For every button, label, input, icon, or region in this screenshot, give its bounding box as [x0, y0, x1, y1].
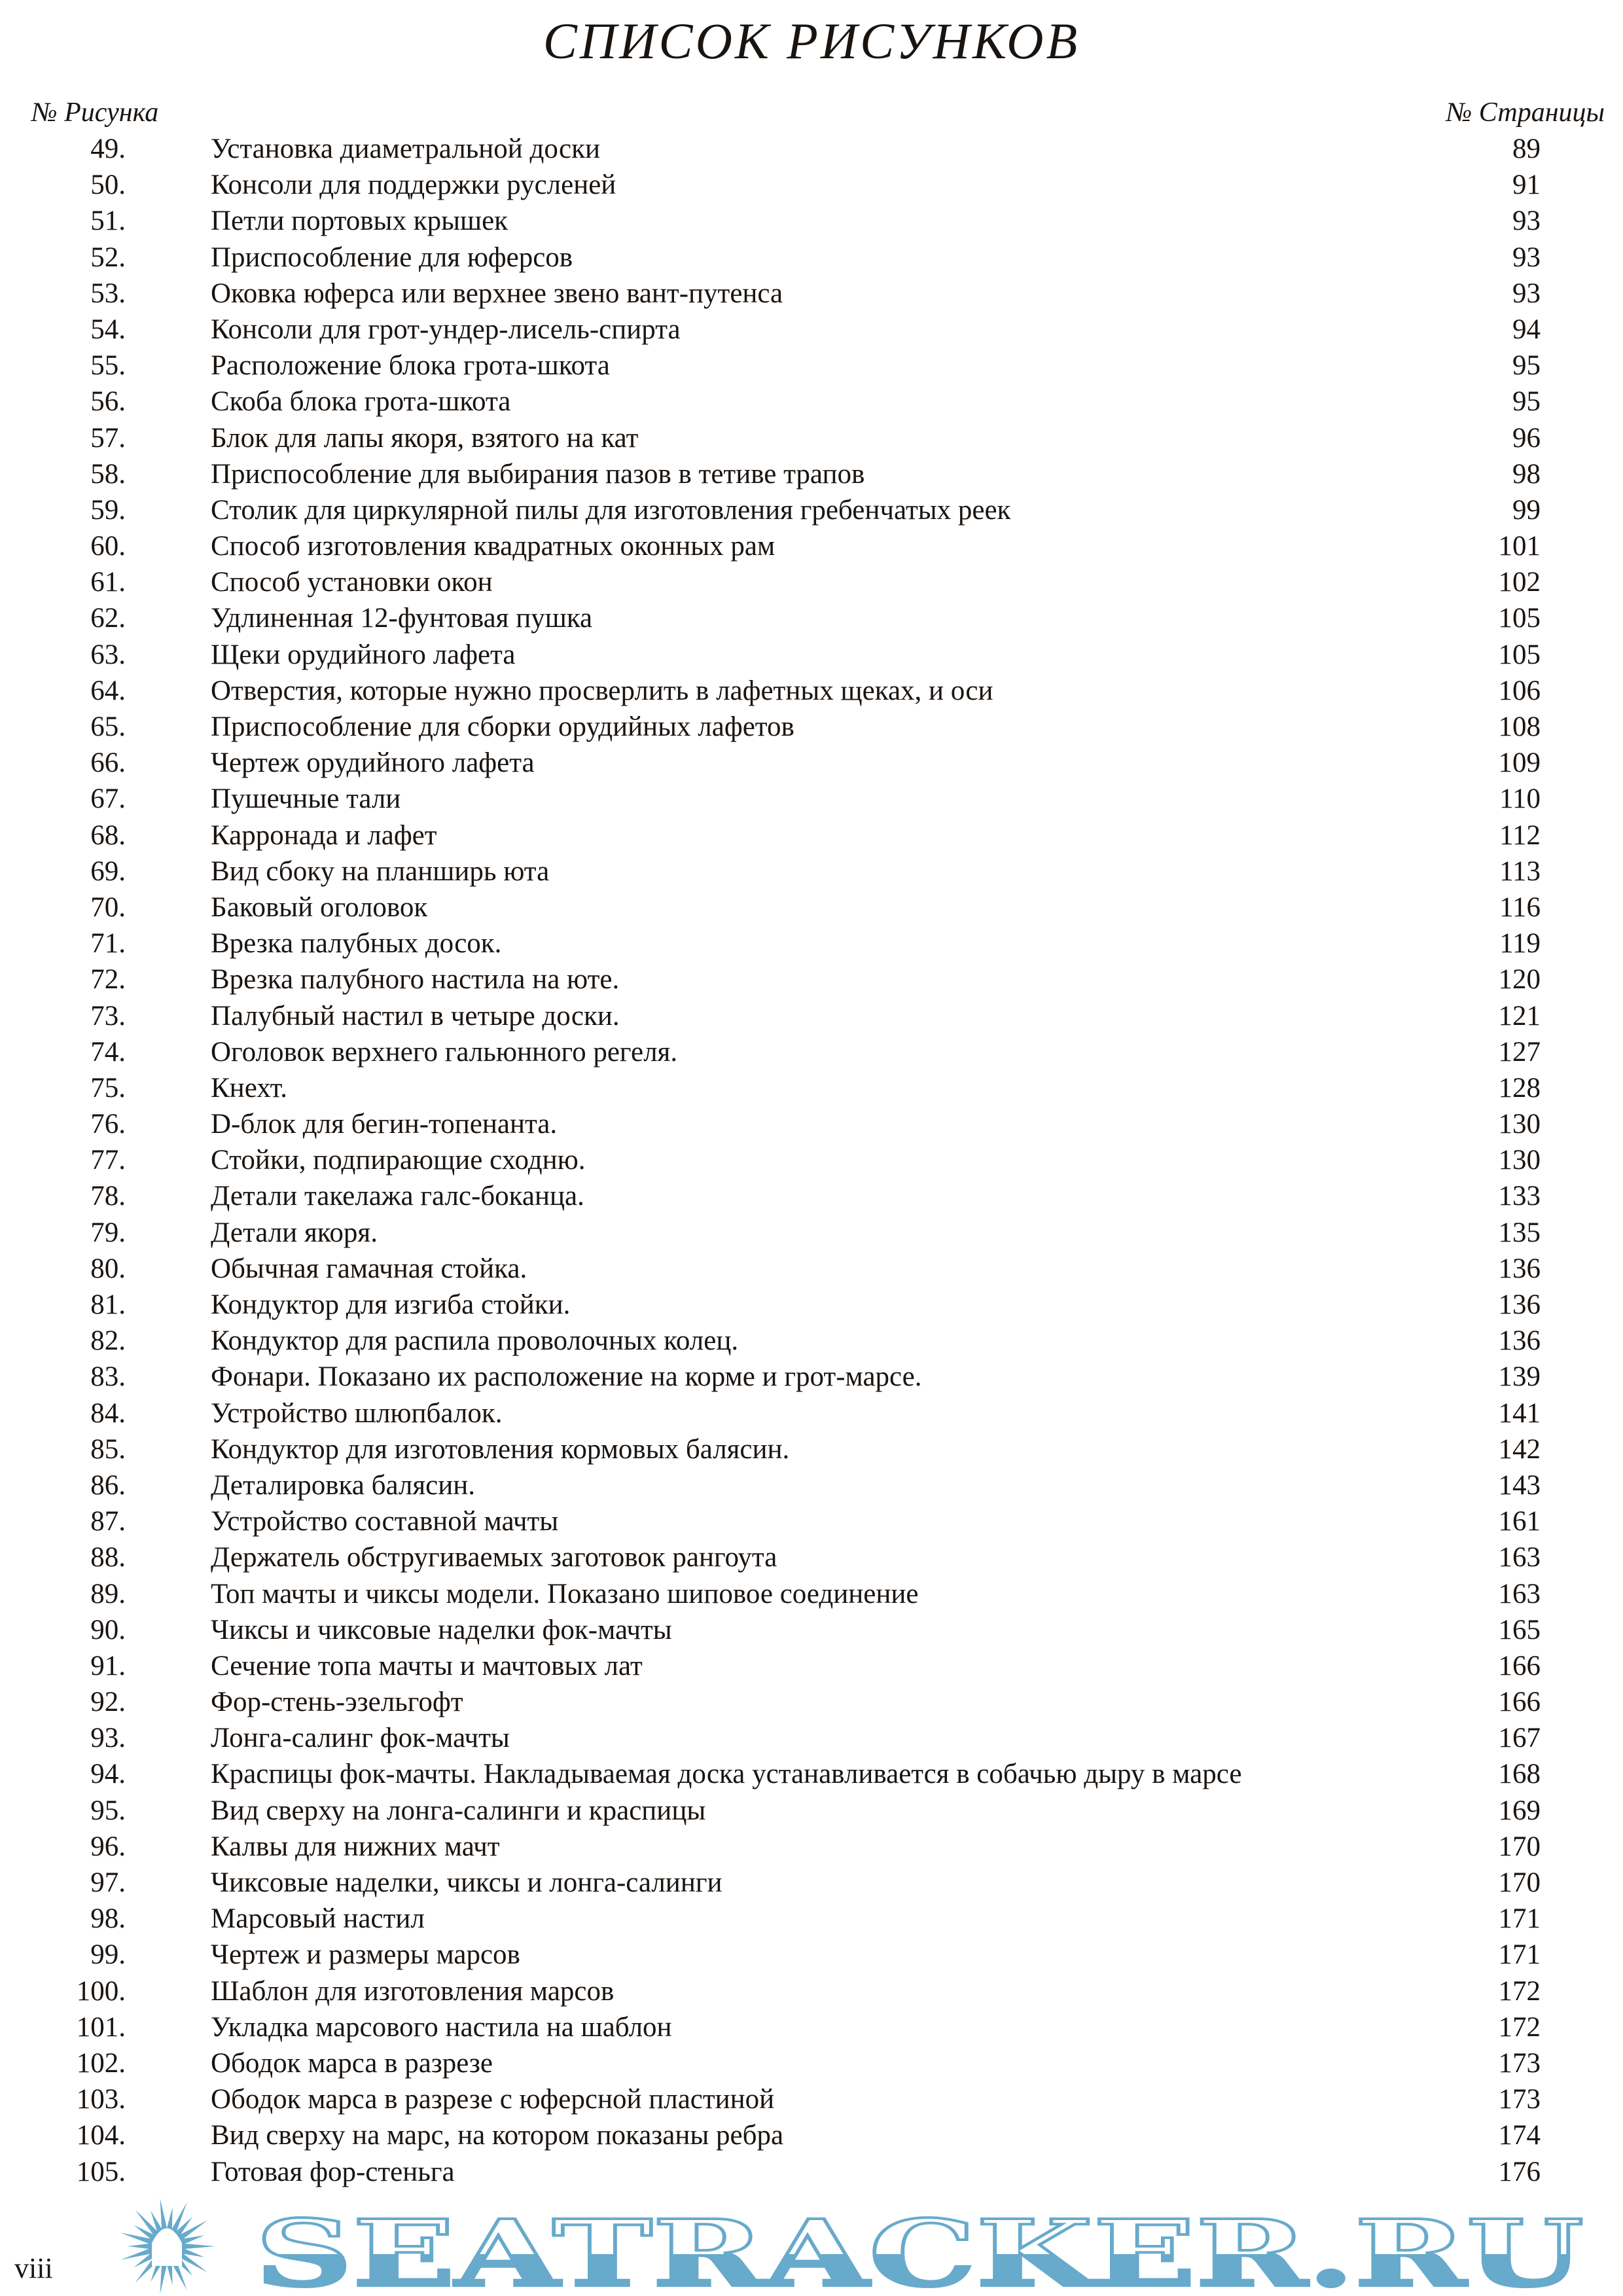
figure-number: 68.: [90, 819, 126, 851]
figure-number: 49.: [90, 134, 126, 164]
lighthouse-dome-icon: [152, 2229, 182, 2267]
figure-caption: Оковка юферса или верхнее звено вант-путенса: [211, 278, 783, 309]
list-item: [0, 961, 1623, 997]
figure-caption: Готовая фор-стеньга: [211, 2156, 455, 2187]
figure-number: 93.: [90, 1723, 126, 1754]
list-item: [0, 745, 1623, 781]
figure-number: 87.: [90, 1506, 126, 1537]
page-number: 98: [1512, 458, 1541, 490]
list-item: [0, 2117, 1623, 2153]
page-number: 110: [1499, 783, 1541, 815]
page-number: 166: [1498, 1650, 1541, 1681]
figure-number: 53.: [90, 278, 126, 309]
list-item: [0, 276, 1623, 312]
figure-caption: Шаблон для изготовления марсов: [211, 1975, 615, 2007]
list-item: [0, 420, 1623, 456]
figure-caption: Баковый оголовок: [211, 891, 428, 923]
figure-number: 100.: [76, 1975, 126, 2007]
page-number: 93: [1512, 206, 1541, 237]
figure-caption: Детали якоря.: [211, 1217, 378, 1248]
figure-number: 92.: [90, 1687, 126, 1718]
list-item: [0, 1215, 1623, 1251]
list-item: [0, 1467, 1623, 1503]
list-item: [0, 1793, 1623, 1829]
figure-caption: Расположение блока грота-шкота: [211, 350, 610, 382]
figure-caption: Устройство шлюпбалок.: [211, 1397, 503, 1429]
figure-caption: Кондуктор для распила проволочных колец.: [211, 1325, 739, 1357]
figure-caption: Врезка палубного настила на юте.: [211, 964, 620, 996]
figure-caption: Детали такелажа галс-боканца.: [211, 1181, 584, 1212]
page-folio: viii: [14, 2252, 53, 2284]
figure-number: 72.: [90, 964, 126, 996]
list-item: [0, 384, 1623, 420]
page-number: 130: [1498, 1109, 1541, 1140]
page-number: 119: [1499, 928, 1541, 960]
list-item: [0, 1829, 1623, 1865]
list-item: [0, 853, 1623, 889]
page-number: 106: [1498, 675, 1541, 706]
figure-number: 73.: [90, 1000, 126, 1031]
figure-caption: Кондуктор для изгиба стойки.: [211, 1289, 571, 1320]
list-item: [0, 1106, 1623, 1142]
figure-number: 77.: [90, 1145, 126, 1176]
figure-number: 97.: [90, 1867, 126, 1898]
figure-number: 64.: [90, 675, 126, 706]
figure-caption: Способ установки окон: [211, 567, 493, 598]
page-number: 109: [1498, 747, 1541, 779]
page-number: 135: [1498, 1217, 1541, 1248]
list-item: [0, 1901, 1623, 1937]
figure-number: 63.: [90, 639, 126, 670]
list-item: [0, 2154, 1623, 2190]
figure-number: 88.: [90, 1542, 126, 1573]
page-number: 163: [1498, 1542, 1541, 1573]
figure-caption: Оголовок верхнего гальюнного регеля.: [211, 1036, 678, 1067]
figure-caption: Палубный настил в четыре доски.: [211, 1000, 620, 1031]
list-item: [0, 2045, 1623, 2081]
page-number: 168: [1498, 1759, 1541, 1790]
figure-number: 74.: [90, 1036, 126, 1067]
figure-caption: Петли портовых крышек: [211, 206, 508, 237]
list-item: [0, 1576, 1623, 1612]
figure-caption: Карронада и лафет: [211, 819, 437, 851]
page-number: 113: [1499, 855, 1541, 887]
figure-number: 89.: [90, 1578, 126, 1609]
figure-list: [0, 131, 1623, 2190]
figure-caption: Чиксовые наделки, чиксы и лонга-салинги: [211, 1867, 722, 1898]
list-item: [0, 131, 1623, 167]
page-number: 143: [1498, 1469, 1541, 1501]
figure-caption: Марсовый настил: [211, 1903, 425, 1935]
figure-caption: Фор-стень-эзельгофт: [211, 1687, 463, 1718]
figure-caption: Столик для циркулярной пилы для изготовления гребенчатых реек: [211, 494, 1011, 526]
figure-number: 71.: [90, 928, 126, 960]
list-item: [0, 1612, 1623, 1648]
page-number: 169: [1498, 1795, 1541, 1826]
page-number: 173: [1498, 2047, 1541, 2079]
page-number: 172: [1498, 2011, 1541, 2043]
figure-number: 75.: [90, 1072, 126, 1103]
figure-caption: Сечение топа мачты и мачтовых лат: [211, 1650, 643, 1681]
page-number: 161: [1498, 1506, 1541, 1537]
figure-caption: Фонари. Показано их расположение на корме и грот-марсе.: [211, 1361, 922, 1393]
figure-number: 86.: [90, 1469, 126, 1501]
figure-number: 54.: [90, 314, 126, 345]
figure-number: 51.: [90, 206, 126, 237]
figure-caption: Ободок марса в разрезе с юферсной пластиной: [211, 2084, 775, 2115]
page-number: 163: [1498, 1578, 1541, 1609]
figure-caption: Приспособление для выбирания пазов в тетиве трапов: [211, 458, 865, 490]
figure-caption: Калвы для нижних мачт: [211, 1831, 500, 1862]
figure-number: 57.: [90, 422, 126, 454]
page-number: 96: [1512, 422, 1541, 454]
page-number: 165: [1498, 1614, 1541, 1645]
list-item: [0, 1251, 1623, 1287]
list-item: [0, 1034, 1623, 1070]
figure-caption: Врезка палубных досок.: [211, 928, 502, 960]
list-item: [0, 1684, 1623, 1720]
figure-number: 76.: [90, 1109, 126, 1140]
figure-caption: Краспицы фок-мачты. Накладываемая доска устанавливается в собачью дыру в марсе: [211, 1759, 1242, 1790]
list-item: [0, 1178, 1623, 1214]
starburst-icon: [120, 2198, 215, 2294]
page-number: 89: [1512, 134, 1541, 164]
figure-number: 94.: [90, 1759, 126, 1790]
page-number: 128: [1498, 1072, 1541, 1103]
list-item: [0, 998, 1623, 1034]
list-item: [0, 1070, 1623, 1106]
list-item: [0, 1395, 1623, 1431]
list-item: [0, 203, 1623, 239]
page-number: 95: [1512, 386, 1541, 418]
figure-caption: Кондуктор для изготовления кормовых балясин.: [211, 1433, 790, 1465]
figure-number: 90.: [90, 1614, 126, 1645]
figure-number: 85.: [90, 1433, 126, 1465]
list-item: [0, 312, 1623, 348]
list-item: [0, 673, 1623, 709]
figure-caption: Чертеж и размеры марсов: [211, 1939, 520, 1971]
figure-caption: Устройство составной мачты: [211, 1506, 559, 1537]
list-item: [0, 709, 1623, 745]
figure-number: 96.: [90, 1831, 126, 1862]
figure-number: 102.: [76, 2047, 126, 2079]
list-item: [0, 925, 1623, 961]
page-number: 142: [1498, 1433, 1541, 1465]
page-number: 176: [1498, 2156, 1541, 2187]
figure-number: 103.: [76, 2084, 126, 2115]
figure-caption: Вид сверху на марс, на котором показаны ребра: [211, 2120, 784, 2151]
figure-caption: Приспособление для сборки орудийных лафетов: [211, 711, 794, 742]
page-number: 139: [1498, 1361, 1541, 1393]
list-item: [0, 2081, 1623, 2117]
list-item: [0, 781, 1623, 817]
list-item: [0, 1756, 1623, 1792]
figure-number: 78.: [90, 1181, 126, 1212]
figure-caption: Чиксы и чиксовые наделки фок-мачты: [211, 1614, 672, 1645]
page-number: 172: [1498, 1975, 1541, 2007]
figure-number-header: № Рисунка: [31, 98, 159, 128]
page-number: 173: [1498, 2084, 1541, 2115]
figure-caption: Консоли для грот-ундер-лисель-спирта: [211, 314, 681, 345]
figure-caption: Отверстия, которые нужно просверлить в лафетных щеках, и оси: [211, 675, 993, 706]
page-number: 102: [1498, 567, 1541, 598]
list-item: [0, 1973, 1623, 2009]
page-number: 94: [1512, 314, 1541, 345]
figure-number: 99.: [90, 1939, 126, 1971]
page-number: 167: [1498, 1723, 1541, 1754]
page-number: 171: [1498, 1939, 1541, 1971]
list-item: [0, 889, 1623, 925]
list-item: [0, 1323, 1623, 1359]
list-item: [0, 528, 1623, 564]
watermark-text: SEATRACKER.RU: [255, 2200, 1584, 2296]
page-number: 170: [1498, 1867, 1541, 1898]
figure-caption: Пушечные тали: [211, 783, 401, 815]
figure-caption: D-блок для бегин-топенанта.: [211, 1109, 558, 1140]
page-number: 166: [1498, 1687, 1541, 1718]
figure-number: 62.: [90, 603, 126, 634]
figure-number: 59.: [90, 494, 126, 526]
page-number: 121: [1498, 1000, 1541, 1031]
list-item: [0, 348, 1623, 384]
figure-number: 61.: [90, 567, 126, 598]
figure-number: 66.: [90, 747, 126, 779]
figure-caption: Укладка марсового настила на шаблон: [211, 2011, 672, 2043]
list-item: [0, 1431, 1623, 1467]
figure-number: 65.: [90, 711, 126, 742]
figure-caption: Ободок марса в разрезе: [211, 2047, 493, 2079]
list-item: [0, 1539, 1623, 1575]
figure-number: 101.: [76, 2011, 126, 2043]
page-number: 95: [1512, 350, 1541, 382]
page-number: 116: [1499, 891, 1541, 923]
figure-number: 82.: [90, 1325, 126, 1357]
figure-caption: Скоба блока грота-шкота: [211, 386, 511, 418]
list-item: [0, 1865, 1623, 1901]
figure-number: 105.: [76, 2156, 126, 2187]
list-item: [0, 1287, 1623, 1323]
list-item: [0, 167, 1623, 203]
figure-number: 84.: [90, 1397, 126, 1429]
page-number: 108: [1498, 711, 1541, 742]
figure-caption: Удлиненная 12-фунтовая пушка: [211, 603, 593, 634]
figure-number: 80.: [90, 1253, 126, 1284]
figure-caption: Вид сбоку на планширь юта: [211, 855, 550, 887]
figure-caption: Деталировка балясин.: [211, 1469, 476, 1501]
page-title: СПИСОК РИСУНКОВ: [543, 12, 1080, 69]
list-item: [0, 1359, 1623, 1395]
page-number: 170: [1498, 1831, 1541, 1862]
figure-caption: Способ изготовления квадратных оконных рам: [211, 531, 776, 562]
page-number: 130: [1498, 1145, 1541, 1176]
page-number: 112: [1499, 819, 1541, 851]
page-number: 136: [1498, 1253, 1541, 1284]
page-number: 99: [1512, 494, 1541, 526]
page-number: 120: [1498, 964, 1541, 996]
figure-number: 91.: [90, 1650, 126, 1681]
figure-number: 52.: [90, 242, 126, 273]
page-number: 93: [1512, 278, 1541, 309]
figure-caption: Установка диаметральной доски: [211, 134, 600, 164]
figure-number: 58.: [90, 458, 126, 490]
page-number: 171: [1498, 1903, 1541, 1935]
page-number: 93: [1512, 242, 1541, 273]
list-item: [0, 2009, 1623, 2045]
figure-caption: Консоли для поддержки русленей: [211, 170, 616, 201]
figure-number: 98.: [90, 1903, 126, 1935]
figure-caption: Стойки, подпирающие сходню.: [211, 1145, 586, 1176]
list-item: [0, 456, 1623, 492]
page-number: 136: [1498, 1325, 1541, 1357]
page-number: 133: [1498, 1181, 1541, 1212]
page-number: 141: [1498, 1397, 1541, 1429]
page-number-header: № Страницы: [1446, 98, 1605, 128]
list-item: [0, 492, 1623, 528]
page-number: 136: [1498, 1289, 1541, 1320]
list-item: [0, 1648, 1623, 1684]
figure-number: 79.: [90, 1217, 126, 1248]
list-item: [0, 1937, 1623, 1973]
page-number: 127: [1498, 1036, 1541, 1067]
figure-caption: Держатель обстругиваемых заготовок рангоута: [211, 1542, 777, 1573]
figure-number: 67.: [90, 783, 126, 815]
figure-number: 104.: [76, 2120, 126, 2151]
list-item: [0, 637, 1623, 673]
figure-number: 60.: [90, 531, 126, 562]
list-item: [0, 564, 1623, 600]
list-item: [0, 1142, 1623, 1178]
figure-number: 50.: [90, 170, 126, 201]
list-item: [0, 1503, 1623, 1539]
figure-number: 95.: [90, 1795, 126, 1826]
figure-number: 83.: [90, 1361, 126, 1393]
figure-caption: Приспособление для юферсов: [211, 242, 573, 273]
page-number: 91: [1512, 170, 1541, 201]
figure-caption: Щеки орудийного лафета: [211, 639, 516, 670]
watermark: [0, 2194, 1623, 2296]
figure-number: 69.: [90, 855, 126, 887]
figure-number: 81.: [90, 1289, 126, 1320]
figure-caption: Обычная гамачная стойка.: [211, 1253, 527, 1284]
figure-number: 70.: [90, 891, 126, 923]
list-item: [0, 240, 1623, 276]
list-item: [0, 1720, 1623, 1756]
figure-caption: Лонга-салинг фок-мачты: [211, 1723, 510, 1754]
page-number: 101: [1498, 531, 1541, 562]
figure-caption: Топ мачты и чиксы модели. Показано шиповое соединение: [211, 1578, 919, 1609]
figure-caption: Чертеж орудийного лафета: [211, 747, 535, 779]
figure-caption: Кнехт.: [211, 1072, 287, 1103]
figure-number: 55.: [90, 350, 126, 382]
figure-number: 56.: [90, 386, 126, 418]
page-number: 105: [1498, 639, 1541, 670]
list-item: [0, 817, 1623, 853]
list-item: [0, 600, 1623, 636]
page-number: 174: [1498, 2120, 1541, 2151]
figure-caption: Блок для лапы якоря, взятого на кат: [211, 422, 639, 454]
figure-caption: Вид сверху на лонга-салинги и краспицы: [211, 1795, 706, 1826]
page-number: 105: [1498, 603, 1541, 634]
